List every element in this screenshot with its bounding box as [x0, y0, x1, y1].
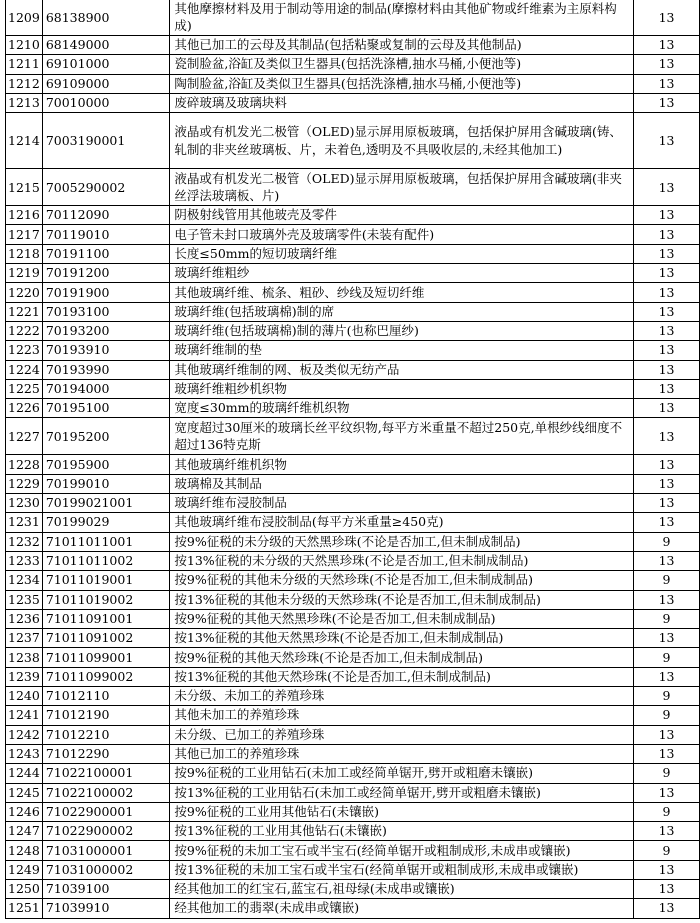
row-description-cell: 宽度≤30mm的玻璃纤维机织物 — [170, 399, 634, 418]
row-code-cell: 71031000002 — [42, 860, 170, 879]
row-seq-cell: 1219 — [6, 264, 43, 283]
row-seq-cell: 1246 — [6, 802, 43, 821]
row-code-cell: 71022100002 — [42, 783, 170, 802]
table-row — [6, 225, 700, 244]
tax-rate-table — [5, 0, 700, 919]
row-seq-cell: 1226 — [6, 399, 43, 418]
row-description-cell: 玻璃棉及其制品 — [170, 474, 634, 493]
row-code-cell: 70191900 — [42, 283, 170, 302]
row-description-cell: 按13%征税的其他天然黑珍珠(不论是否加工,但未制成制品) — [170, 629, 634, 648]
row-rate-cell: 13 — [634, 513, 700, 532]
row-code-cell: 71011091001 — [42, 609, 170, 628]
row-code-cell: 70191200 — [42, 264, 170, 283]
table-row — [6, 36, 700, 55]
row-seq-cell: 1249 — [6, 860, 43, 879]
row-code-cell: 71022900001 — [42, 802, 170, 821]
row-rate-cell: 9 — [634, 802, 700, 821]
row-seq-cell: 1241 — [6, 706, 43, 725]
row-seq-cell: 1229 — [6, 474, 43, 493]
row-rate-cell: 13 — [634, 418, 700, 455]
table-row — [6, 764, 700, 783]
table-row — [6, 551, 700, 570]
row-rate-cell: 9 — [634, 532, 700, 551]
table-row — [6, 687, 700, 706]
row-description-cell: 按9%征税的工业用钻石(未加工或经简单锯开,劈开或粗磨未镶嵌) — [170, 764, 634, 783]
row-rate-cell: 9 — [634, 648, 700, 667]
row-code-cell: 69109000 — [42, 74, 170, 93]
row-rate-cell: 9 — [634, 687, 700, 706]
row-description-cell: 其他玻璃纤维布浸胶制品(每平方米重量≥450克) — [170, 513, 634, 532]
row-seq-cell: 1236 — [6, 609, 43, 628]
row-rate-cell: 13 — [634, 551, 700, 570]
row-code-cell: 71012290 — [42, 744, 170, 763]
table-row — [6, 629, 700, 648]
table-row — [6, 725, 700, 744]
row-description-cell: 陶制脸盆,浴缸及类似卫生器具(包括洗涤槽,抽水马桶,小便池等) — [170, 74, 634, 93]
row-description-cell: 玻璃纤维布浸胶制品 — [170, 494, 634, 513]
row-rate-cell: 9 — [634, 609, 700, 628]
row-seq-cell: 1224 — [6, 360, 43, 379]
table-row — [6, 571, 700, 590]
table-row — [6, 321, 700, 340]
row-description-cell: 其他玻璃纤维、梳条、粗砂、纱线及短切纤维 — [170, 283, 634, 302]
row-description-cell: 长度≤50mm的短切玻璃纤维 — [170, 244, 634, 263]
row-code-cell: 70193100 — [42, 302, 170, 321]
table-row — [6, 667, 700, 686]
row-seq-cell: 1225 — [6, 379, 43, 398]
row-description-cell: 其他未加工的养殖珍珠 — [170, 706, 634, 725]
row-seq-cell: 1228 — [6, 455, 43, 474]
row-rate-cell: 13 — [634, 0, 700, 36]
row-description-cell: 瓷制脸盆,浴缸及类似卫生器具(包括洗涤槽,抽水马桶,小便池等) — [170, 55, 634, 74]
row-description-cell: 其他已加工的养殖珍珠 — [170, 744, 634, 763]
row-rate-cell: 13 — [634, 860, 700, 879]
table-row — [6, 609, 700, 628]
row-code-cell: 70119010 — [42, 225, 170, 244]
row-seq-cell: 1243 — [6, 744, 43, 763]
table-row — [6, 494, 700, 513]
row-description-cell: 阴极射线管用其他玻壳及零件 — [170, 206, 634, 225]
row-description-cell: 按9%征税的其他未分级的天然珍珠(不论是否加工,但未制成制品) — [170, 571, 634, 590]
row-rate-cell: 13 — [634, 783, 700, 802]
row-rate-cell: 13 — [634, 225, 700, 244]
row-code-cell: 71011091002 — [42, 629, 170, 648]
row-code-cell: 7005290002 — [42, 169, 170, 206]
table-row — [6, 706, 700, 725]
row-rate-cell: 13 — [634, 169, 700, 206]
row-rate-cell: 13 — [634, 629, 700, 648]
row-description-cell: 按9%征税的其他天然黑珍珠(不论是否加工,但未制成制品) — [170, 609, 634, 628]
row-code-cell: 71022900002 — [42, 822, 170, 841]
row-code-cell: 71031000001 — [42, 841, 170, 860]
table-row — [6, 532, 700, 551]
row-seq-cell: 1213 — [6, 93, 43, 112]
row-code-cell: 70199010 — [42, 474, 170, 493]
row-description-cell: 玻璃纤维粗纱 — [170, 264, 634, 283]
row-seq-cell: 1211 — [6, 55, 43, 74]
row-code-cell: 68149000 — [42, 36, 170, 55]
row-code-cell: 71011019002 — [42, 590, 170, 609]
row-description-cell: 玻璃纤维(包括玻璃棉)制的席 — [170, 302, 634, 321]
table-row — [6, 455, 700, 474]
row-rate-cell: 9 — [634, 764, 700, 783]
row-description-cell: 液晶或有机发光二极管（OLED)显示屏用原板玻璃，包括保护屏用含碱玻璃(非夹丝浮法玻璃板、片) — [170, 169, 634, 206]
row-seq-cell: 1222 — [6, 321, 43, 340]
row-description-cell: 按9%征税的未分级的天然黑珍珠(不论是否加工,但未制成制品) — [170, 532, 634, 551]
table-row — [6, 55, 700, 74]
row-code-cell: 68138900 — [42, 0, 170, 36]
row-code-cell: 70199021001 — [42, 494, 170, 513]
row-rate-cell: 13 — [634, 822, 700, 841]
row-rate-cell: 13 — [634, 283, 700, 302]
row-rate-cell: 13 — [634, 321, 700, 340]
row-code-cell: 71012210 — [42, 725, 170, 744]
row-seq-cell: 1248 — [6, 841, 43, 860]
table-body — [6, 0, 700, 918]
row-rate-cell: 13 — [634, 302, 700, 321]
row-code-cell: 71039910 — [42, 899, 170, 918]
row-description-cell: 未分级、已加工的养殖珍珠 — [170, 725, 634, 744]
row-code-cell: 71012190 — [42, 706, 170, 725]
row-rate-cell: 13 — [634, 360, 700, 379]
row-code-cell: 71022100001 — [42, 764, 170, 783]
row-seq-cell: 1220 — [6, 283, 43, 302]
row-seq-cell: 1215 — [6, 169, 43, 206]
row-seq-cell: 1251 — [6, 899, 43, 918]
row-seq-cell: 1233 — [6, 551, 43, 570]
row-rate-cell: 13 — [634, 36, 700, 55]
row-rate-cell: 13 — [634, 379, 700, 398]
table-row — [6, 74, 700, 93]
row-rate-cell: 13 — [634, 113, 700, 169]
table-row — [6, 590, 700, 609]
table-row — [6, 648, 700, 667]
row-rate-cell: 13 — [634, 206, 700, 225]
row-description-cell: 按13%征税的未分级的天然黑珍珠(不论是否加工,但未制成制品) — [170, 551, 634, 570]
row-seq-cell: 1232 — [6, 532, 43, 551]
row-description-cell: 电子管未封口玻璃外壳及玻璃零件(未装有配件) — [170, 225, 634, 244]
row-seq-cell: 1218 — [6, 244, 43, 263]
row-rate-cell: 13 — [634, 494, 700, 513]
row-description-cell: 按9%征税的工业用其他钻石(未镶嵌) — [170, 802, 634, 821]
row-code-cell: 71011011001 — [42, 532, 170, 551]
table-row — [6, 0, 700, 36]
row-seq-cell: 1250 — [6, 879, 43, 898]
table-row — [6, 244, 700, 263]
row-description-cell: 玻璃纤维(包括玻璃棉)制的薄片(也称巴厘纱) — [170, 321, 634, 340]
table-row — [6, 879, 700, 898]
row-seq-cell: 1210 — [6, 36, 43, 55]
table-row — [6, 264, 700, 283]
row-seq-cell: 1212 — [6, 74, 43, 93]
row-seq-cell: 1221 — [6, 302, 43, 321]
row-rate-cell: 13 — [634, 341, 700, 360]
row-code-cell: 70195200 — [42, 418, 170, 455]
row-description-cell: 其他已加工的云母及其制品(包括粘聚或复制的云母及其他制品) — [170, 36, 634, 55]
row-seq-cell: 1230 — [6, 494, 43, 513]
table-row — [6, 860, 700, 879]
table-row — [6, 783, 700, 802]
row-description-cell: 按13%征税的工业用钻石(未加工或经简单锯开,劈开或粗磨未镶嵌) — [170, 783, 634, 802]
row-code-cell: 71011099001 — [42, 648, 170, 667]
table-row — [6, 841, 700, 860]
row-rate-cell: 9 — [634, 841, 700, 860]
row-code-cell: 70193990 — [42, 360, 170, 379]
row-seq-cell: 1223 — [6, 341, 43, 360]
row-seq-cell: 1247 — [6, 822, 43, 841]
row-rate-cell: 13 — [634, 590, 700, 609]
table-row — [6, 302, 700, 321]
table-row — [6, 418, 700, 455]
row-code-cell: 70191100 — [42, 244, 170, 263]
row-code-cell: 69101000 — [42, 55, 170, 74]
row-rate-cell: 13 — [634, 744, 700, 763]
row-seq-cell: 1240 — [6, 687, 43, 706]
row-rate-cell: 13 — [634, 455, 700, 474]
table-row — [6, 802, 700, 821]
table-row — [6, 899, 700, 918]
table-row — [6, 399, 700, 418]
row-rate-cell: 13 — [634, 899, 700, 918]
table-row — [6, 360, 700, 379]
row-description-cell: 其他玻璃纤维机织物 — [170, 455, 634, 474]
table-row — [6, 513, 700, 532]
row-code-cell: 70195100 — [42, 399, 170, 418]
row-rate-cell: 13 — [634, 55, 700, 74]
row-description-cell: 按13%征税的其他未分级的天然珍珠(不论是否加工,但未制成制品) — [170, 590, 634, 609]
row-rate-cell: 13 — [634, 74, 700, 93]
table-row — [6, 93, 700, 112]
row-rate-cell: 13 — [634, 879, 700, 898]
row-description-cell: 其他玻璃纤维制的网、板及类似无纺产品 — [170, 360, 634, 379]
row-seq-cell: 1245 — [6, 783, 43, 802]
table-row — [6, 206, 700, 225]
row-seq-cell: 1238 — [6, 648, 43, 667]
row-seq-cell: 1234 — [6, 571, 43, 590]
row-code-cell: 71011019001 — [42, 571, 170, 590]
row-seq-cell: 1231 — [6, 513, 43, 532]
row-seq-cell: 1239 — [6, 667, 43, 686]
row-rate-cell: 13 — [634, 93, 700, 112]
row-code-cell: 71011011002 — [42, 551, 170, 570]
row-rate-cell: 13 — [634, 725, 700, 744]
row-code-cell: 70193200 — [42, 321, 170, 340]
row-description-cell: 玻璃纤维制的垫 — [170, 341, 634, 360]
row-code-cell: 70195900 — [42, 455, 170, 474]
row-seq-cell: 1216 — [6, 206, 43, 225]
row-description-cell: 经其他加工的翡翠(未成串或镶嵌) — [170, 899, 634, 918]
row-code-cell: 71039100 — [42, 879, 170, 898]
row-code-cell: 71012110 — [42, 687, 170, 706]
table-row — [6, 379, 700, 398]
row-code-cell: 70193910 — [42, 341, 170, 360]
row-rate-cell: 13 — [634, 244, 700, 263]
row-seq-cell: 1235 — [6, 590, 43, 609]
row-description-cell: 其他摩擦材料及用于制动等用途的制品(摩擦材料由其他矿物或纤维素为主原料构成) — [170, 0, 634, 36]
table-row — [6, 169, 700, 206]
row-description-cell: 按9%征税的其他天然珍珠(不论是否加工,但未制成制品) — [170, 648, 634, 667]
table-row — [6, 474, 700, 493]
row-seq-cell: 1242 — [6, 725, 43, 744]
row-description-cell: 按13%征税的未加工宝石或半宝石(经简单锯开或粗制成形,未成串或镶嵌) — [170, 860, 634, 879]
row-rate-cell: 13 — [634, 264, 700, 283]
row-code-cell: 70199029 — [42, 513, 170, 532]
row-description-cell: 废碎玻璃及玻璃块料 — [170, 93, 634, 112]
table-row — [6, 283, 700, 302]
table-row — [6, 341, 700, 360]
row-description-cell: 按13%征税的工业用其他钻石(未镶嵌) — [170, 822, 634, 841]
row-rate-cell: 13 — [634, 399, 700, 418]
row-rate-cell: 13 — [634, 474, 700, 493]
row-seq-cell: 1209 — [6, 0, 43, 36]
row-seq-cell: 1237 — [6, 629, 43, 648]
row-seq-cell: 1214 — [6, 113, 43, 169]
row-code-cell: 70010000 — [42, 93, 170, 112]
row-description-cell: 按9%征税的未加工宝石或半宝石(经简单锯开或粗制成形,未成串或镶嵌) — [170, 841, 634, 860]
row-description-cell: 宽度超过30厘米的玻璃长丝平纹织物,每平方米重量不超过250克,单根纱线细度不超过136特克斯 — [170, 418, 634, 455]
row-description-cell: 玻璃纤维粗纱机织物 — [170, 379, 634, 398]
row-description-cell: 未分级、未加工的养殖珍珠 — [170, 687, 634, 706]
row-seq-cell: 1217 — [6, 225, 43, 244]
row-code-cell: 71011099002 — [42, 667, 170, 686]
row-code-cell: 70112090 — [42, 206, 170, 225]
table-row — [6, 113, 700, 169]
row-code-cell: 70194000 — [42, 379, 170, 398]
row-rate-cell: 13 — [634, 667, 700, 686]
row-description-cell: 经其他加工的红宝石,蓝宝石,祖母绿(未成串或镶嵌) — [170, 879, 634, 898]
row-seq-cell: 1227 — [6, 418, 43, 455]
row-seq-cell: 1244 — [6, 764, 43, 783]
table-row — [6, 822, 700, 841]
row-rate-cell: 9 — [634, 571, 700, 590]
row-description-cell: 按13%征税的其他天然珍珠(不论是否加工,但未制成制品) — [170, 667, 634, 686]
row-description-cell: 液晶或有机发光二极管（OLED)显示屏用原板玻璃，包括保护屏用含碱玻璃(铸、轧制的非夹丝玻璃板、片，未着色,透明及不具吸收层的,未经其他加工) — [170, 113, 634, 169]
row-rate-cell: 9 — [634, 706, 700, 725]
row-code-cell: 7003190001 — [42, 113, 170, 169]
table-row — [6, 744, 700, 763]
